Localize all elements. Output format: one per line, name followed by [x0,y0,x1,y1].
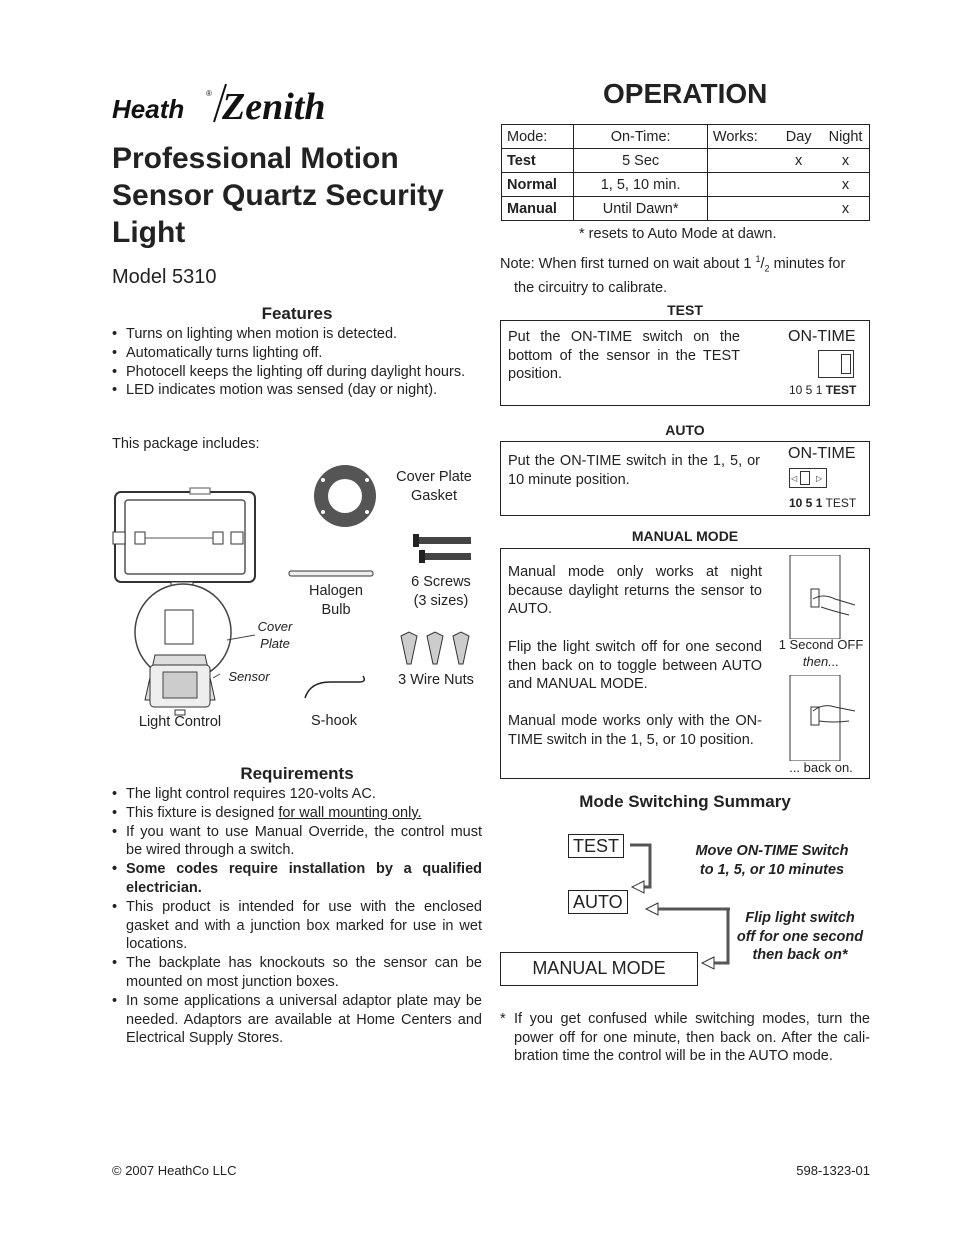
auto-switch-label: ON-TIME [788,445,856,462]
auto-switch-scale: 10 5 1 TEST [789,496,857,510]
table-footnote: * resets to Auto Mode at dawn. [579,226,777,242]
title-line: Sensor Quartz Security [112,179,444,212]
switch-on-illustration [789,675,867,761]
auto-mode-label: AUTO [568,890,628,914]
table-row: Manual Until Dawn* x [502,197,870,221]
table-row: Test 5 Sec x x [502,149,870,173]
sensor-label: Sensor [228,669,270,684]
list-item: • LED indicates motion was sensed (day or night). [112,381,484,400]
list-item: • This product is intended for use with the enclosed gasket and with a junction box marked for use in wet locations. [112,898,482,954]
package-intro: This package includes: [112,436,260,452]
manual-box [500,548,870,779]
model-number: Model 5310 [112,266,217,288]
one-second-off-caption: 1 Second OFF [778,637,864,652]
arrow-left-icon: ◁ [791,474,798,483]
table-row: Normal 1, 5, 10 min. x [502,173,870,197]
switch-off-illustration [789,555,867,639]
auto-text: Put the ON-TIME switch in the 1, 5, or 10 minute position. [508,453,760,488]
list-item: • This fixture is designed for wall mounting only. [112,804,482,823]
summary-note-move-switch: Move ON-TIME Switch to 1, 5, or 10 minutes [695,843,849,878]
auto-heading: AUTO [665,422,705,438]
light-control-label: Light Control [138,714,222,730]
test-heading: TEST [667,302,703,318]
test-switch [818,350,854,378]
title-line: Light [112,216,186,249]
summary-note-flip-switch: Flip light switch off for one second then back on* [736,910,864,963]
manual-text-3: Manual mode works only with the ON-TIME switch in the 1, 5, or 10 position. [508,713,762,748]
manual-text-2: Flip the light switch off for one second then back on to toggle between AUTO and MANUAL MODE. [508,639,762,693]
table-header-row: Mode: On-Time: Works: Day Night [502,125,870,149]
test-switch-scale: 10 5 1 TEST [789,383,857,397]
test-text: Put the ON-TIME switch on the bottom of the sensor in the TEST position. [508,329,740,383]
gasket-label: Cover Plate Gasket [396,469,472,504]
arrow-right-icon: ▷ [816,474,823,483]
calibration-note: Note: When first turned on wait about 1 $^1/_2$ minutes for the circuitry to calibrate. [500,254,846,296]
cover-plate-label: Cover Plate [257,619,293,651]
list-item: • If you want to use Manual Override, the control must be wired through a switch. [112,823,482,861]
list-item: • The backplate has knockouts so the sensor can be mounted on most junction boxes. [112,954,482,992]
list-item: • In some applications a universal adaptor plate may be needed. Adaptors are available at Home Centers and Electrical Supply Stores. [112,992,482,1048]
features-list [112,325,484,400]
brand-logo [110,82,372,126]
switch-slider [800,471,810,485]
page-title [112,140,492,251]
requirements-list [112,785,482,1048]
copyright: © 2007 HeathCo LLC [112,1163,237,1178]
svg-text:®: ® [206,89,212,98]
summary-footnote: * If you get confused while switching modes, turn the power off for one minute, then back on. After the cali-bration time the control will be in the AUTO mode. [500,1011,870,1065]
switch-slider [841,354,851,374]
s-hook-label: S-hook [311,713,357,729]
operation-heading: OPERATION [603,78,768,109]
auto-box [500,441,870,516]
manual-mode-label: MANUAL MODE [500,952,698,986]
list-item: • The light control requires 120-volts AC. [112,785,482,804]
list-item: • Some codes require installation by a qualified electrician. [112,860,482,898]
title-line: Professional Motion [112,142,399,175]
mode-table [501,124,870,221]
test-switch-label: ON-TIME [788,328,856,345]
list-item: • Photocell keeps the lighting off during daylight hours. [112,363,484,382]
bulb-label: Halogen Bulb [308,583,363,618]
auto-switch [789,468,827,488]
wire-nuts-label: 3 Wire Nuts [398,672,474,688]
document-code: 598-1323-01 [796,1163,870,1178]
features-heading: Features [261,304,333,323]
manual-heading: MANUAL MODE [631,528,739,544]
test-mode-label: TEST [568,834,624,858]
logo-heath: Heath [112,94,185,124]
back-on-caption: ... back on. [789,760,853,775]
then-caption: then... [802,654,840,669]
summary-heading: Mode Switching Summary [579,792,791,811]
manual-text-1: Manual mode only works at night because daylight returns the sensor to AUTO. [508,564,762,618]
list-item: • Automatically turns lighting off. [112,344,484,363]
screws-label: 6 Screws (3 sizes) [411,574,471,609]
logo-zenith: Zenith [222,86,326,126]
list-item: • Turns on lighting when motion is detected. [112,325,484,344]
test-box [500,320,870,406]
requirements-heading: Requirements [240,764,354,783]
